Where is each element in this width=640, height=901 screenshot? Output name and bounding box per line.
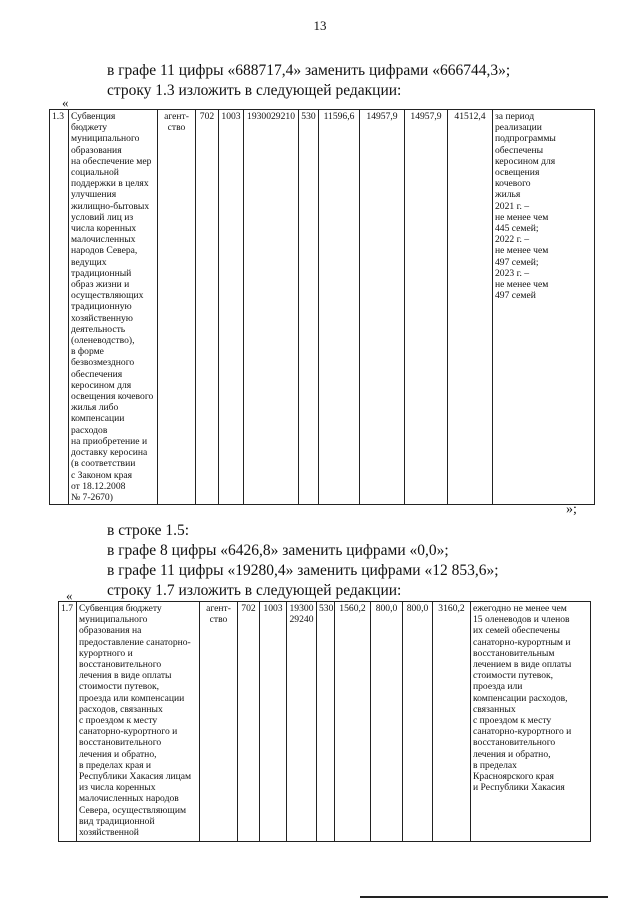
table1-close-quote: »; (566, 502, 577, 517)
column-9-cell: 14957,9 (360, 110, 405, 505)
table1-open-quote: « (62, 95, 69, 110)
intro-line-2: строку 1.3 изложить в следующей редакции: (107, 82, 402, 99)
administrator-cell: агент- ство (158, 110, 196, 505)
footer-divider (360, 896, 608, 898)
middle-line-4: строку 1.7 изложить в следующей редакции: (107, 582, 402, 599)
page-number: 13 (313, 18, 327, 33)
middle-line-2: в графе 8 цифры «6426,8» заменить цифрами «0,0»; (107, 542, 449, 559)
column-7-cell: 530 (299, 110, 319, 505)
column-9-cell: 800,0 (371, 602, 403, 842)
subvention-description: Субвенция бюджету муниципального образования на обеспечение мер социальной поддержки в целях улучшения жилищно-бытовых условий лиц из числа коренных малочисленных народов Севера, ведущих традиционный образ жизни и осуществляющих традиционную хозяйственную деятельность (оленеводство), в форме безвозмездного обеспечения керосином для освещения кочевого жилья либо компенсации расходов на приобретение и доставку керосина (в соответствии с Законом края от 18.12.2008 № 7-2670) (69, 110, 158, 505)
column-8-cell: 11596,6 (319, 110, 360, 505)
column-10-cell: 14957,9 (405, 110, 448, 505)
column-4-cell: 702 (196, 110, 219, 505)
column-4-cell: 702 (238, 602, 260, 842)
column-8-cell: 1560,2 (335, 602, 371, 842)
middle-line-3: в графе 11 цифры «19280,4» заменить цифрами «12 853,6»; (107, 562, 499, 579)
table-row-1-3 (49, 109, 595, 505)
middle-line-1: в строке 1.5: (107, 522, 190, 539)
intro-line-1: в графе 11 цифры «688717,4» заменить цифрами «666744,3»; (107, 62, 511, 79)
column-11-cell: 41512,4 (448, 110, 493, 505)
column-5-cell: 1003 (260, 602, 287, 842)
column-10-cell: 800,0 (403, 602, 433, 842)
row-number: 1.7 (59, 602, 77, 842)
table2-open-quote: « (66, 588, 73, 603)
subvention-description: Субвенция бюджету муниципального образования на предоставление санаторно- курортного и восстановительного лечения в виде оплаты стоимости путевок, проезда или компенсации расходов, связанных с проездом к месту санаторно-курортного и восстановительного лечения и обратно, в пределах края и Республики Хакасия лицам из числа коренных малочисленных народов Севера, осуществляющим вид традиционной хозяйственной (77, 602, 200, 842)
expected-result-cell: ежегодно не менее чем 15 оленеводов и членов их семей обеспечены санаторно-курортным и восстановительным лечением в виде оплаты стоимости путевок, проезда или компенсации расходов, связанных с проездом к месту санаторно-курортного и восстановительного лечения и обратно, в пределах Красноярского края и Республики Хакасия (471, 602, 591, 842)
expected-result-cell: за период реализации подпрограммы обеспечены керосином для освещения кочевого жилья 2021 г. – не менее чем 445 семей; 2022 г. – не менее чем 497 семей; 2023 г. – не менее чем 497 семей (493, 110, 595, 505)
column-6-cell: 19300 29240 (287, 602, 317, 842)
column-5-cell: 1003 (219, 110, 244, 505)
column-6-cell: 1930029210 (244, 110, 299, 505)
administrator-cell: агент- ство (200, 602, 238, 842)
column-11-cell: 3160,2 (433, 602, 471, 842)
table-row-1-7 (58, 601, 591, 842)
column-7-cell: 530 (317, 602, 335, 842)
row-number: 1.3 (50, 110, 69, 505)
